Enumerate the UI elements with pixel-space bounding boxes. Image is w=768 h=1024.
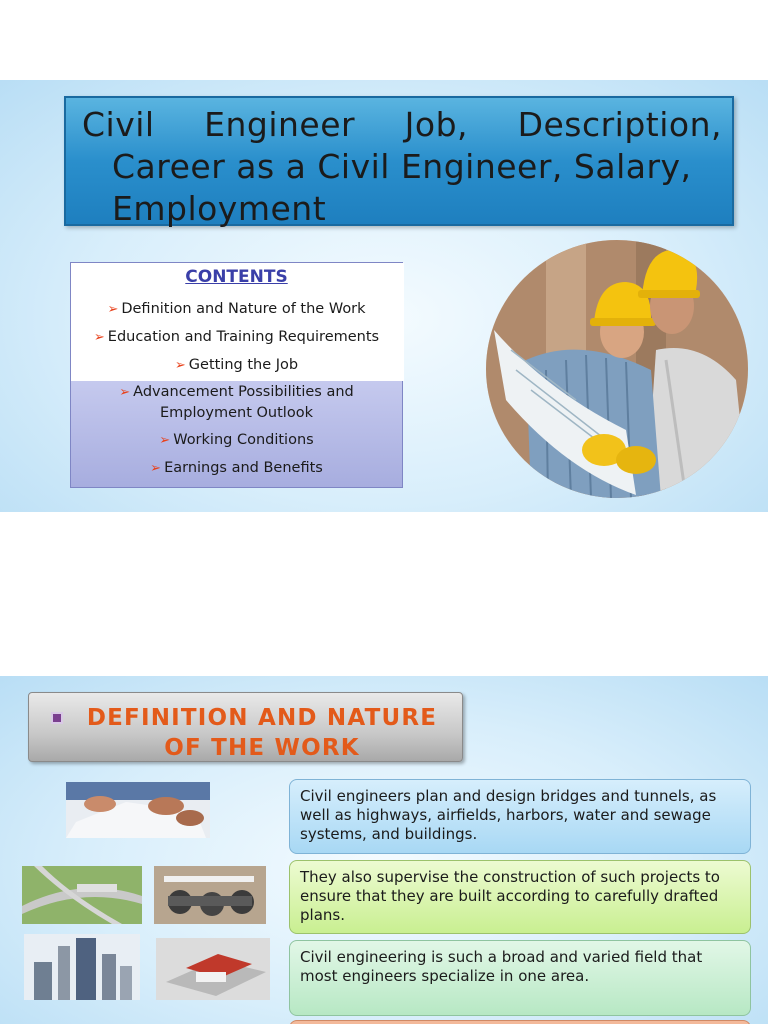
contents-item: ➢ Advancement Possibilities and	[119, 384, 354, 400]
info-card-partial	[289, 1020, 751, 1024]
title-word: Description,	[517, 105, 722, 144]
info-card: They also supervise the construction of such projects to ensure that they are built according to carefully drafted plans.	[289, 860, 751, 934]
contents-item-continued: Employment Outlook	[160, 405, 313, 421]
title-line-2: Career as a Civil Engineer, Salary,	[112, 147, 692, 186]
title-box	[64, 96, 734, 226]
highway-interchange-photo	[22, 866, 142, 924]
building-render-photo	[156, 938, 270, 1000]
title-word: Job,	[404, 105, 469, 144]
contents-item: ➢ Working Conditions	[159, 432, 314, 448]
title-line-3: Employment	[112, 189, 327, 228]
section-title	[77, 703, 447, 763]
page-title	[82, 104, 722, 230]
section-header-box	[28, 692, 463, 762]
square-bullet-icon	[51, 712, 63, 724]
slide-contents	[0, 80, 768, 512]
arrow-bullet-icon: ➢	[119, 385, 131, 400]
engineers-with-blueprint-photo	[486, 240, 748, 498]
title-word: Engineer	[204, 105, 356, 144]
slide-definition	[0, 676, 768, 1024]
title-word: Civil	[82, 105, 155, 144]
skyscrapers-photo	[24, 934, 140, 1000]
arrow-bullet-icon: ➢	[159, 433, 171, 448]
contents-box	[70, 262, 403, 488]
arrow-bullet-icon: ➢	[107, 302, 119, 317]
arrow-bullet-icon: ➢	[174, 358, 186, 373]
arrow-bullet-icon: ➢	[150, 461, 162, 476]
contents-item: ➢ Education and Training Requirements	[93, 329, 380, 345]
contents-heading: CONTENTS	[185, 267, 288, 287]
info-card: Civil engineering is such a broad and varied field that most engineers specialize in one area.	[289, 940, 751, 1016]
section-title-line-2: OF THE WORK	[164, 735, 360, 761]
contents-item: ➢ Definition and Nature of the Work	[107, 301, 366, 317]
blueprint-hands-photo	[66, 782, 210, 838]
contents-item: ➢ Getting the Job	[174, 357, 299, 373]
section-title-line-1: DEFINITION AND NATURE	[86, 705, 438, 731]
info-card: Civil engineers plan and design bridges and tunnels, as well as highways, airfields, harbors, water and sewage systems, and buildings.	[289, 779, 751, 854]
arrow-bullet-icon: ➢	[93, 330, 105, 345]
contents-item: ➢ Earnings and Benefits	[150, 460, 323, 476]
pipeline-plant-photo	[154, 866, 266, 924]
